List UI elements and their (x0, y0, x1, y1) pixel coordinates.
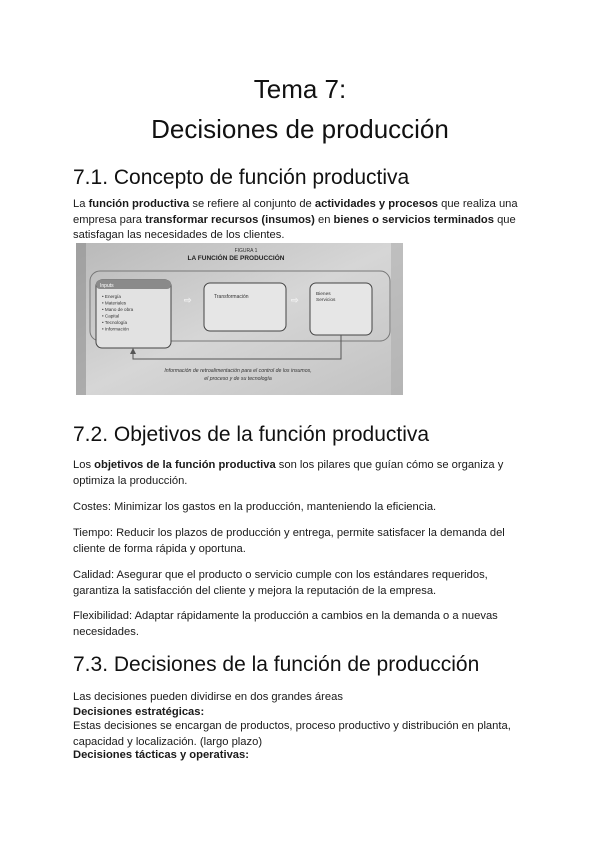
text-run: en (314, 213, 334, 226)
inputs-header: Inputs (100, 283, 114, 289)
doc-title-line2: Decisiones de producción (151, 114, 449, 144)
input-item: • Mano de obra (102, 307, 134, 312)
doc-title-line1: Tema 7: (253, 74, 347, 104)
section-7-1-heading: 7.1. Concepto de función productiva (73, 166, 410, 189)
section-7-2-intro (73, 458, 533, 489)
arrow-icon-1: ⇨ (184, 295, 192, 305)
outputs-box (310, 283, 372, 335)
text-run: que realiza una empresa para (73, 198, 518, 226)
section-7-2-heading: 7.2. Objetivos de la función productiva (73, 423, 430, 446)
text-run: Los (73, 459, 95, 471)
section-7-3-intro: Las decisiones pueden dividirse en dos grandes áreas (73, 691, 343, 703)
bold-term: objetivos de la función productiva (94, 459, 276, 471)
feedback-caption-line2: el proceso y de su tecnología (204, 376, 272, 382)
bold-term: transformar recursos (insumos) (145, 213, 315, 226)
objective-tiempo: Tiempo: Reducir los plazos de producción y entrega, permite satisfacer la demanda del cliente de forma rápida y oportuna. (73, 527, 505, 555)
decisiones-estrategicas-label: Decisiones estratégicas: (73, 706, 205, 718)
input-item: • Capital (102, 313, 120, 319)
feedback-caption-line1: Información de retroalimentación para el control de los insumos, (164, 368, 312, 374)
output-item-1: Bienes (316, 292, 331, 297)
process-box (204, 283, 286, 331)
inputs-box (96, 280, 171, 348)
text-run: se refiere al conjunto de (189, 198, 315, 210)
process-item: Transformación (214, 294, 249, 300)
section-7-1-paragraph (73, 197, 533, 244)
bold-term: actividades y procesos (314, 198, 438, 210)
objective-flexibilidad: Flexibilidad: Adaptar rápidamente la producción a cambios en la demanda o a nuevas necesidades. (73, 610, 498, 638)
text-run: son los pilares que guían cómo se organiza y optimiza la producción. (73, 459, 504, 487)
input-item: • Energía (102, 294, 121, 299)
bold-term: bienes o servicios terminados (333, 213, 494, 226)
text-run: La (73, 198, 89, 210)
objective-calidad: Calidad: Asegurar que el producto o servicio cumple con los estándares requeridos, garantiza la satisfacción del cliente y mejora la reputación de la empresa. (73, 569, 488, 597)
output-item-2: Servicios (316, 298, 336, 303)
bold-term: función productiva (88, 198, 190, 210)
input-item: • Tecnología (102, 320, 128, 325)
decisiones-tacticas-label: Decisiones tácticas y operativas: (73, 749, 249, 761)
production-function-figure (76, 243, 403, 395)
section-7-3-heading: 7.3. Decisiones de la función de producción (73, 653, 480, 676)
text-run: que satisfagan las necesidades de los clientes. (73, 213, 516, 241)
input-item: • Materiales (102, 300, 127, 306)
objective-costes: Costes: Minimizar los gastos en la producción, manteniendo la eficiencia. (73, 501, 437, 513)
arrow-icon-2: ⇨ (291, 295, 299, 305)
decisiones-estrategicas-text: Estas decisiones se encargan de productos, proceso productivo y distribución en planta, capacidad y localización. (largo plazo) (73, 720, 511, 748)
figure-caption-small: FIGURA 1 (234, 248, 258, 254)
input-item: • Información (102, 326, 129, 332)
figure-title: LA FUNCIÓN DE PRODUCCIÓN (187, 255, 285, 262)
